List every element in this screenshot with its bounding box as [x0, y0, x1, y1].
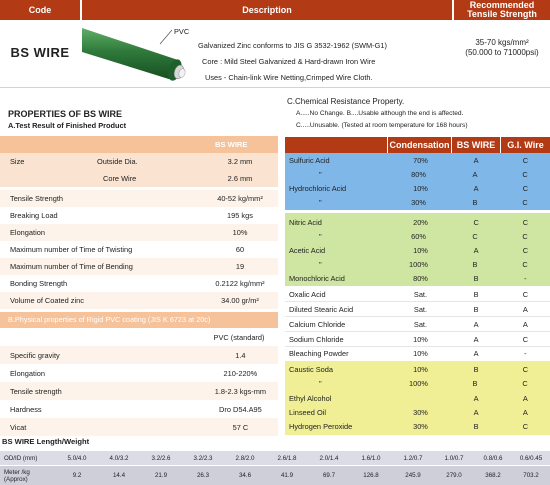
chemical-col-bs-wire: BS WIRE	[452, 137, 500, 153]
chem-name: Sulfuric Acid	[289, 156, 330, 165]
chemical-row	[285, 229, 550, 244]
od-cell: 2.8/2.0	[235, 454, 255, 462]
chemical-row	[285, 181, 550, 196]
chem-cond: 20%	[413, 218, 428, 227]
chem-gi: C	[522, 156, 529, 165]
row-label: Breaking Load	[10, 211, 58, 220]
row-value: 34.00 gr/m²	[221, 296, 259, 305]
chem-cond: Sat.	[413, 289, 428, 299]
header-code: Code	[0, 0, 80, 20]
chem-name: "	[319, 170, 322, 179]
chem-bs: A	[473, 246, 479, 255]
row-value: 1.8-2.3 kgs-mm	[214, 386, 267, 396]
product-code: BS WIRE	[10, 44, 70, 60]
section-b-rows	[0, 346, 278, 438]
od-cell: 2.6/1.8	[277, 454, 297, 462]
chem-name: Hydrochloric Acid	[289, 184, 347, 193]
chemical-row	[285, 215, 550, 230]
chem-cond: 70%	[413, 156, 428, 165]
od-cell: 1.0/0.7	[444, 454, 464, 462]
section-b-title: B.Physical properties of Rigid PVC coating (JIS K 6723 at 20c)	[8, 315, 211, 324]
chem-gi: A	[522, 319, 528, 329]
chem-gi: -	[524, 274, 527, 283]
core-wire-value: 2.6 mm	[227, 174, 253, 183]
chem-gi: C	[522, 365, 529, 374]
chemical-legend-1: A.....No Change. B....Usable although the end is affected.	[296, 110, 464, 117]
chem-gi: C	[522, 170, 528, 179]
tensile-line2: (50.000 to 71000psi)	[465, 48, 539, 57]
desc-line2: Core : Mild Steel Galvanized & Hard-drawn Iron Wire	[202, 57, 376, 66]
row-label: Elongation	[10, 228, 45, 237]
chemical-row	[285, 419, 550, 434]
meter-cell: 14.4	[112, 472, 126, 479]
chem-cond: 100%	[409, 260, 428, 269]
row-value: 195 kgs	[227, 211, 253, 220]
chem-cond: 30%	[413, 408, 428, 417]
properties-rows	[0, 190, 278, 312]
chem-cond: 30%	[413, 422, 428, 431]
chem-bs: B	[473, 422, 479, 431]
row-value: 0.2122 kg/mm²	[215, 279, 265, 288]
chem-bs: C	[472, 232, 478, 241]
meter-cell: 69.7	[322, 472, 336, 479]
row-label: Elongation	[10, 368, 45, 378]
meter-kg-label-2: (Approx)	[4, 475, 28, 483]
table-row	[0, 275, 278, 292]
chem-bs: A	[473, 394, 479, 403]
chem-bs: A	[473, 408, 479, 417]
chem-gi: C	[522, 289, 529, 299]
properties-title: PROPERTIES OF BS WIRE	[8, 109, 123, 119]
chem-bs: B	[473, 289, 479, 299]
chem-bs: A	[473, 156, 479, 165]
chemical-row	[285, 153, 550, 168]
meter-cell: 245.9	[405, 472, 421, 479]
chem-cond: 30%	[411, 198, 426, 207]
chem-name: "	[319, 379, 322, 388]
meter-cell: 9.2	[72, 472, 82, 479]
od-cell: 5.0/4.0	[67, 454, 87, 462]
chem-gi: C	[522, 218, 529, 227]
table-row	[0, 346, 278, 364]
chemical-rows	[285, 153, 550, 435]
table-row	[0, 418, 278, 436]
chemical-title: C.Chemical Resistance Property.	[287, 97, 405, 106]
chem-gi: C	[522, 232, 528, 241]
meter-cell: 279.0	[446, 472, 462, 479]
chem-gi: C	[522, 379, 528, 388]
chem-bs: A	[472, 170, 478, 179]
chem-name: Diluted Stearic Acid	[289, 304, 354, 314]
chemical-row	[285, 302, 550, 317]
od-cell: 0.6/0.45	[519, 454, 543, 462]
chem-gi: C	[522, 246, 529, 255]
od-cell: 4.0/3.2	[109, 454, 129, 462]
row-label: Maximum number of Time of Bending	[10, 262, 133, 271]
od-cell: 0.8/0.6	[483, 454, 503, 462]
chem-bs: A	[473, 334, 479, 344]
row-value: 40-52 kg/mm²	[217, 194, 263, 203]
header-tensile	[454, 0, 550, 20]
row-value: 60	[235, 245, 245, 254]
length-weight-title: BS WIRE Length/Weight	[2, 437, 90, 446]
chemical-row	[285, 317, 550, 332]
chem-bs: A	[473, 349, 479, 358]
chem-bs: C	[473, 218, 479, 227]
row-label: Maximum number of Time of Twisting	[10, 245, 133, 254]
chemical-row	[285, 287, 550, 302]
od-cell: 1.6/1.0	[361, 454, 381, 462]
table-row	[0, 382, 278, 400]
row-label: Tensile Strength	[10, 194, 63, 203]
od-cell: 2.0/1.4	[319, 454, 339, 462]
chem-name: Bleaching Powder	[289, 349, 349, 358]
chem-name: "	[319, 198, 322, 207]
chem-cond: 10%	[413, 349, 428, 358]
chemical-row	[285, 405, 550, 420]
chemical-row	[285, 346, 550, 361]
chem-gi: C	[522, 334, 529, 344]
chem-gi: A	[522, 408, 528, 417]
row-label: Bonding Strength	[10, 279, 68, 288]
chemical-row	[285, 167, 550, 182]
meter-cell: 26.3	[196, 472, 210, 479]
chem-cond: 10%	[413, 334, 428, 344]
chemical-row	[285, 243, 550, 258]
row-label: Specific gravity	[10, 350, 60, 360]
chem-bs: B	[473, 365, 479, 374]
chem-name: Hydrogen Peroxide	[289, 422, 353, 431]
chem-cond: 100%	[409, 379, 428, 388]
outside-dia-label: Outside Dia.	[97, 157, 138, 166]
properties-subtitle: A.Test Result of Finished Product	[8, 121, 127, 130]
header-tensile-line1: Recommended	[469, 0, 535, 10]
row-label: Vicat	[10, 422, 27, 432]
chem-bs: B	[473, 274, 479, 283]
row-value: 1.4	[235, 350, 246, 360]
chem-name: Sodium Chloride	[289, 334, 344, 344]
chem-name: Oxalic Acid	[289, 289, 326, 299]
chemical-row	[285, 362, 550, 377]
chem-name: Monochloric Acid	[289, 274, 345, 283]
row-value: Dro D54.A95	[219, 404, 262, 414]
chemical-row	[285, 332, 550, 347]
row-value: 210-220%	[223, 368, 258, 378]
chemical-header-blank	[285, 137, 387, 153]
row-value: 10%	[232, 228, 248, 237]
size-label: Size	[10, 157, 25, 166]
chemical-row	[285, 271, 550, 286]
table-row	[0, 258, 278, 275]
table-row	[0, 292, 278, 309]
chemical-row	[285, 376, 550, 391]
chem-cond: Sat.	[413, 304, 428, 314]
meter-cell: 34.6	[238, 472, 252, 479]
chem-name: Caustic Soda	[289, 365, 333, 374]
chem-bs: B	[472, 260, 478, 269]
meter-kg-label-1: Meter /kg	[4, 468, 30, 476]
od-id-label: OD/ID (mm)	[4, 454, 38, 462]
chem-name: Nitric Acid	[289, 218, 322, 227]
tensile-line1: 35-70 kgs/mm²	[475, 38, 529, 47]
outside-dia-value: 3.2 mm	[227, 157, 253, 166]
chem-cond: Sat.	[413, 319, 428, 329]
row-label: Tensile strength	[10, 386, 62, 396]
desc-line3: Uses - Chain-link Wire Netting,Crimped Wire Cloth.	[205, 73, 373, 82]
meter-kg-label	[0, 466, 52, 485]
row-value: 57 C	[232, 422, 249, 432]
section-b-header: PVC (standard)	[213, 332, 265, 342]
chem-name: Calcium Chloride	[289, 319, 346, 329]
tensile-value	[454, 38, 550, 58]
table-row	[0, 190, 278, 207]
chemical-row	[285, 195, 550, 210]
chem-name: "	[319, 260, 322, 269]
chem-gi: A	[522, 394, 528, 403]
table-row	[0, 241, 278, 258]
chem-gi: C	[522, 184, 529, 193]
meter-cell: 41.9	[280, 472, 294, 479]
table-row	[0, 364, 278, 382]
chem-name: "	[319, 232, 322, 241]
chem-gi: A	[522, 304, 528, 314]
chem-gi: C	[522, 198, 528, 207]
header-divider	[0, 87, 550, 88]
chem-gi: C	[522, 260, 528, 269]
chem-name: Linseed Oil	[289, 408, 326, 417]
header-description: Description	[82, 0, 452, 20]
meter-cell: 368.2	[485, 472, 501, 479]
table-row	[0, 207, 278, 224]
chem-name: Acetic Acid	[289, 246, 326, 255]
wire-illustration	[82, 22, 212, 86]
table-row	[0, 224, 278, 241]
chem-cond: 80%	[411, 170, 426, 179]
chem-gi: -	[524, 349, 527, 358]
chemical-col-gi-wire: G.I. Wire	[501, 137, 550, 153]
chemical-row	[285, 391, 550, 406]
meter-cell: 21.9	[154, 472, 168, 479]
table-row	[0, 400, 278, 418]
od-cell: 3.2/2.6	[151, 454, 171, 462]
chem-cond: 10%	[413, 246, 428, 255]
chemical-col-condensation: Condensation	[388, 137, 451, 153]
chem-bs: B	[472, 198, 478, 207]
chem-cond: 10%	[413, 184, 428, 193]
chem-bs: B	[472, 379, 478, 388]
properties-col-header: BS WIRE	[215, 140, 248, 149]
pvc-label: PVC	[174, 27, 190, 36]
core-wire-label: Core Wire	[103, 174, 137, 183]
chem-cond: 80%	[413, 274, 428, 283]
chem-bs: B	[473, 304, 479, 314]
row-label: Hardness	[10, 404, 42, 414]
chemical-row	[285, 257, 550, 272]
header-tensile-line2: Tensile Strength	[467, 9, 537, 19]
chem-cond: 10%	[413, 365, 428, 374]
chemical-legend-2: C.....Unusable. (Tested at room temperature for 168 hours)	[296, 122, 468, 129]
meter-cell: 703.2	[523, 472, 539, 479]
chem-cond: 60%	[411, 232, 426, 241]
desc-line1: Galvanized Zinc conforms to JIS G 3532-1962 (SWM-G1)	[198, 41, 387, 50]
od-cell: 1.2/0.7	[403, 454, 423, 462]
row-value: 19	[235, 262, 245, 271]
chem-bs: A	[473, 319, 479, 329]
chem-gi: C	[522, 422, 529, 431]
meter-cell: 126.8	[363, 472, 379, 479]
od-cell: 3.2/2.3	[193, 454, 213, 462]
chem-name: Ethyl Alcohol	[289, 394, 332, 403]
row-label: Volume of Coated zinc	[10, 296, 84, 305]
chem-bs: A	[473, 184, 479, 193]
